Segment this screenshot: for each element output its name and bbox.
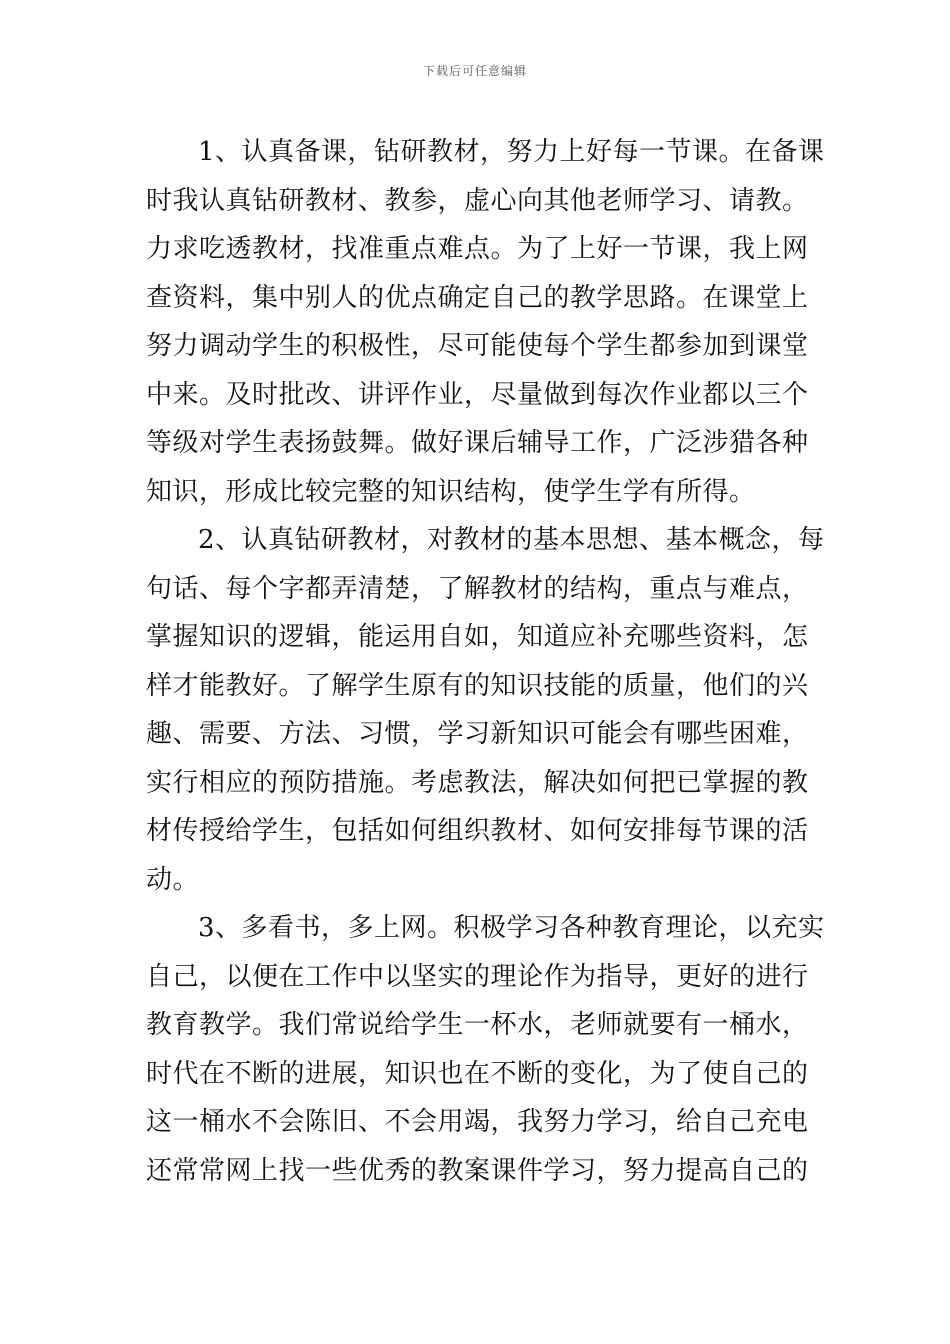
text-line: 努力调动学生的积极性，尽可能使每个学生都参加到课堂	[146, 331, 809, 361]
text-line: 还常常网上找一些优秀的教案课件学习，努力提高自己的	[146, 1155, 809, 1186]
text-line: 知识，形成比较完整的知识结构，使学生学有所得。	[146, 476, 756, 507]
header-note: 下载后可任意编辑	[422, 64, 527, 78]
text-line: 教育教学。我们常说给学生一杯水，老师就要有一桶水，	[146, 1010, 809, 1040]
text-line: 趣、需要、方法、习惯，学习新知识可能会有哪些困难，	[146, 719, 809, 749]
text-line: 中来。及时批改、讲评作业，尽量做到每次作业都以三个	[146, 379, 809, 410]
text-line: 样才能教好。了解学生原有的知识技能的质量，他们的兴	[146, 670, 809, 701]
paragraph-2	[146, 516, 825, 904]
document-body	[146, 128, 825, 1195]
text-line: 时代在不断的进展，知识也在不断的变化，为了使自己的	[146, 1058, 809, 1089]
text-line: 自己，以便在工作中以坚实的理论作为指导，更好的进行	[146, 961, 809, 992]
text-line: 动。	[146, 864, 200, 895]
text-line: 查资料，集中别人的优点确定自己的教学思路。在课堂上	[146, 282, 809, 313]
text-line: 材传授给学生，包括如何组织教材、如何安排每节课的活	[146, 816, 809, 846]
text-line: 实行相应的预防措施。考虑教法，解决如何把已掌握的教	[146, 767, 809, 798]
text-line: 时我认真钻研教材、教参，虚心向其他老师学习、请教。	[146, 185, 809, 216]
paragraph-1	[146, 128, 825, 516]
text-line: 这一桶水不会陈旧、不会用竭，我努力学习，给自己充电	[146, 1107, 809, 1137]
text-line: 掌握知识的逻辑，能运用自如，知道应补充哪些资料，怎	[146, 622, 809, 652]
text-line: 等级对学生表扬鼓舞。做好课后辅导工作，广泛涉猎各种	[146, 428, 809, 458]
text-line: 1、认真备课，钻研教材，努力上好每一节课。在备课	[198, 137, 825, 167]
paragraph-3	[146, 904, 825, 1195]
text-line: 句话、每个字都弄清楚，了解教材的结构，重点与难点，	[146, 573, 809, 604]
text-line: 2、认真钻研教材，对教材的基本思想、基本概念，每	[198, 525, 825, 555]
text-line: 3、多看书，多上网。积极学习各种教育理论，以充实	[198, 913, 825, 943]
text-line: 力求吃透教材，找准重点难点。为了上好一节课，我上网	[146, 234, 809, 264]
